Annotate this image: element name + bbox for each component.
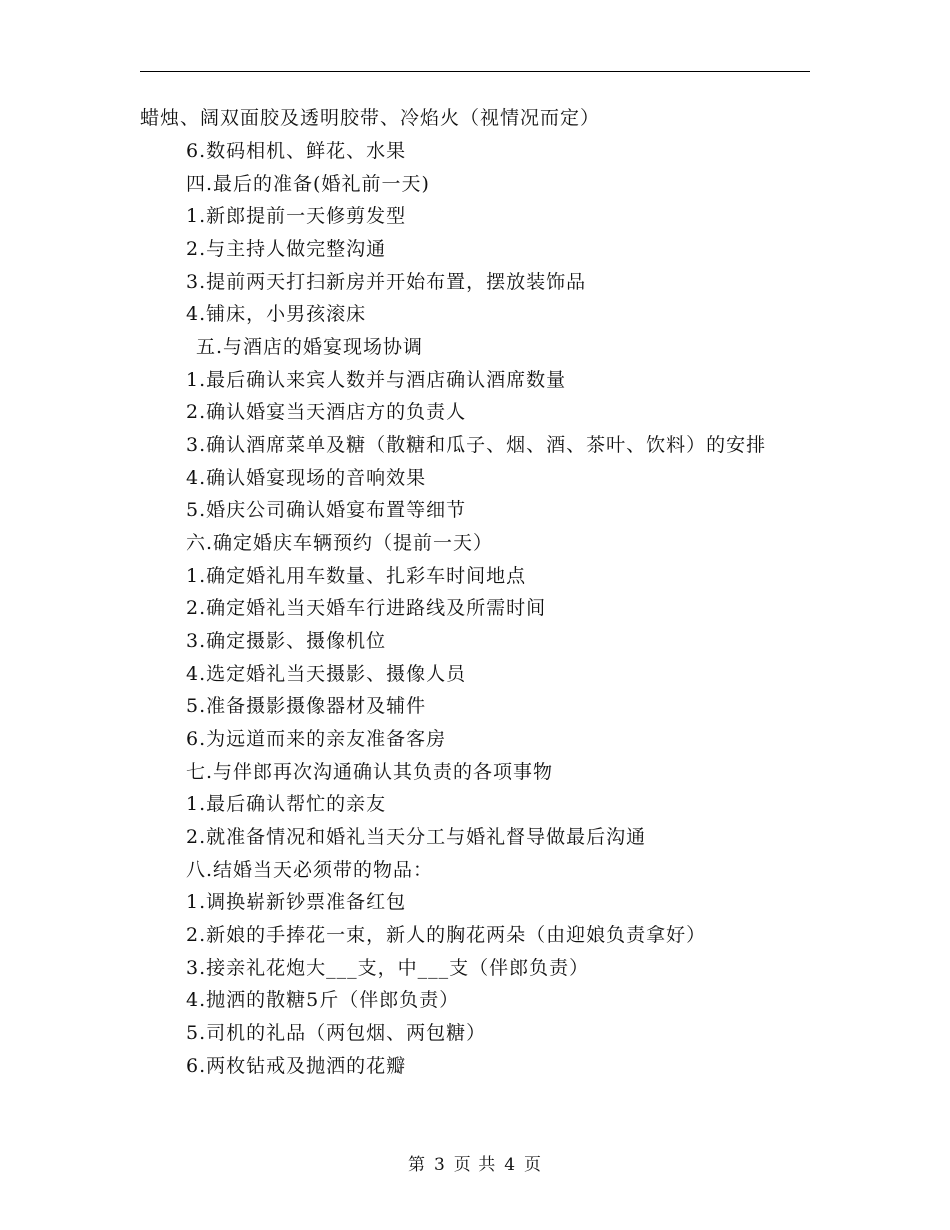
text-line: 3.提前两天打扫新房并开始布置，摆放装饰品 [186, 271, 587, 293]
text-line: 3.确认酒席菜单及糖（散糖和瓜子、烟、酒、茶叶、饮料）的安排 [186, 434, 767, 456]
text-line: 4.选定婚礼当天摄影、摄像人员 [186, 663, 467, 685]
text-line: 5.司机的礼品（两包烟、两包糖） [186, 1022, 487, 1044]
text-line: 5.准备摄影摄像器材及辅件 [186, 695, 427, 717]
text-line: 1.最后确认来宾人数并与酒店确认酒席数量 [186, 369, 567, 391]
text-line: 3.确定摄影、摄像机位 [186, 630, 387, 652]
header-rule [140, 71, 810, 72]
text-line: 2.就准备情况和婚礼当天分工与婚礼督导做最后沟通 [186, 826, 647, 848]
page-label-prefix: 第 [407, 1155, 426, 1175]
text-line: 6.数码相机、鲜花、水果 [186, 140, 407, 162]
text-line: 6.两枚钻戒及抛洒的花瓣 [186, 1055, 407, 1077]
text-line: 1.新郎提前一天修剪发型 [186, 205, 407, 227]
current-page-number: 3 [433, 1155, 446, 1175]
section-heading: 八.结婚当天必须带的物品： [186, 859, 434, 881]
text-line: 1.最后确认帮忙的亲友 [186, 793, 387, 815]
text-line: 3.接亲礼花炮大___支，中___支（伴郎负责） [186, 957, 590, 979]
text-line: 1.调换崭新钞票准备红包 [186, 891, 407, 913]
total-page-number: 4 [504, 1155, 517, 1175]
text-line: 2.确定婚礼当天婚车行进路线及所需时间 [186, 597, 547, 619]
page-footer [0, 1154, 950, 1176]
section-heading: 五.与酒店的婚宴现场协调 [196, 336, 424, 358]
text-line: 2.与主持人做完整沟通 [186, 238, 387, 260]
page-label-mid: 页 共 [453, 1155, 497, 1175]
text-line: 5.婚庆公司确认婚宴布置等细节 [186, 499, 467, 521]
text-line: 4.确认婚宴现场的音响效果 [186, 467, 427, 489]
page-label-suffix: 页 [524, 1155, 543, 1175]
text-line: 2.新娘的手捧花一束，新人的胸花两朵（由迎娘负责拿好） [186, 924, 707, 946]
text-line: 4.抛洒的散糖5斤（伴郎负责） [186, 989, 460, 1011]
text-line: 1.确定婚礼用车数量、扎彩车时间地点 [186, 565, 527, 587]
text-line: 蜡烛、阔双面胶及透明胶带、冷焰火（视情况而定） [140, 107, 601, 129]
section-heading: 六.确定婚庆车辆预约（提前一天） [186, 532, 494, 554]
text-line: 6.为远道而来的亲友准备客房 [186, 728, 447, 750]
section-heading: 四.最后的准备(婚礼前一天) [186, 173, 430, 195]
text-line: 4.铺床，小男孩滚床 [186, 303, 367, 325]
section-heading: 七.与伴郎再次沟通确认其负责的各项事物 [186, 761, 554, 783]
text-line: 2.确认婚宴当天酒店方的负责人 [186, 401, 467, 423]
